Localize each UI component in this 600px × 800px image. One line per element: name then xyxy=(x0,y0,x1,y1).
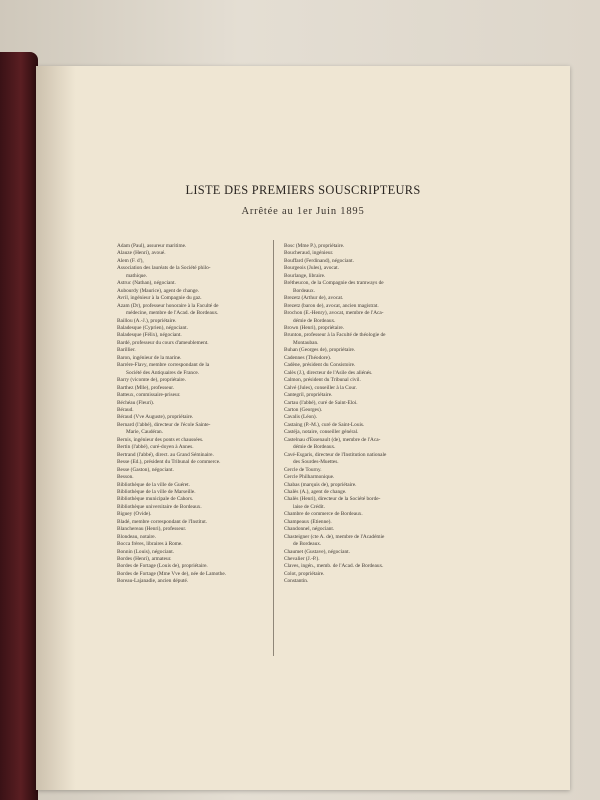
subscriber-entry: Avril, ingénieur à la Compagnie du gaz. xyxy=(117,295,202,302)
subscriber-entry: Baladesque (Cyprien), négociant. xyxy=(117,324,188,331)
subscriber-entry: Bocca frères, libraires à Rome. xyxy=(117,541,183,548)
subscriber-entry: Bibliothèque de la ville de Guéret. xyxy=(117,481,190,488)
subscriber-entry: Carton (Georges). xyxy=(284,406,323,413)
subscriber-entry: démie de Bordeaux. xyxy=(293,444,336,451)
subscriber-entry: Buhan (Georges de), propriétaire. xyxy=(284,347,356,354)
subscriber-entry: Constantin. xyxy=(284,578,309,585)
subscriber-entry: laise de Crédit. xyxy=(293,503,325,510)
subscriber-list-right xyxy=(284,243,442,586)
subscriber-entry: Chabas (marquis de), propriétaire. xyxy=(284,481,357,488)
subscriber-entry: Brunton, professeur à la Faculté de théologie de xyxy=(284,332,386,339)
subscriber-entry: démie de Bordeaux. xyxy=(293,317,336,324)
subscriber-entry: Bonnin (Louis), négociant. xyxy=(117,548,175,555)
subscriber-entry: Bertrand (l'abbé), direct. au Grand Séminaire. xyxy=(117,451,214,458)
subscriber-entry: Cadennes (Théodore). xyxy=(284,354,332,361)
subscriber-entry: Chevalier (J.-P.). xyxy=(284,556,320,563)
subscriber-entry: Alem (F. d'), xyxy=(117,257,144,264)
subscriber-entry: Brétheucon, de la Compagnie des tramways de xyxy=(284,280,384,287)
subscriber-entry: Brochon (E.-Henry), avocat, membre de l'Aca- xyxy=(284,310,384,317)
subscriber-entry: Cavé-Esgaris, directeur de l'Institution nationale xyxy=(284,451,387,458)
subscriber-entry: Castelnau d'Essenault (de), membre de l'Aca- xyxy=(284,436,381,443)
subscriber-entry: Calmon, président du Tribunal civil. xyxy=(284,377,361,384)
subscriber-entry: Bordeaux. xyxy=(293,287,315,294)
subscriber-entry: Chambre de commerce de Bordeaux. xyxy=(284,511,363,518)
subscriber-entry: Cercle de Tourny. xyxy=(284,466,322,473)
subscriber-entry: Alauze (Henri), avoué. xyxy=(117,250,166,257)
subscriber-entry: Baron, ingénieur de la marine. xyxy=(117,354,182,361)
subscriber-entry: Chalès (A.), agent de change. xyxy=(284,488,347,495)
subscriber-entry: mathique. xyxy=(126,272,148,279)
subscriber-entry: Azam (Dr), professeur honoraire à la Faculté de xyxy=(117,302,219,309)
subscriber-entry: Chasteigner (cte A. de), membre de l'Académie xyxy=(284,533,385,540)
subscriber-entry: Béchéau (Fleuri). xyxy=(117,399,155,406)
subscriber-entry: Bosc (Mme P.), propriétaire. xyxy=(284,243,345,249)
subscriber-entry: médecine, membre de l'Acad. de Bordeaux. xyxy=(126,310,219,317)
subscriber-entry: Besse (Ed.), président du Tribunal de commerce. xyxy=(117,459,221,466)
subscriber-entry: Bordes de Fortage (Mme Vve de), née de Lamothe. xyxy=(117,570,227,577)
subscriber-entry: Barthez (Mlle), professeur. xyxy=(117,384,175,391)
subscriber-entry: Bordes (Henri), armateur. xyxy=(117,556,172,563)
subscriber-entry: Brown (Henri), propriétaire. xyxy=(284,324,345,331)
subscriber-entry: Bladé, membre correspondant de l'Institut. xyxy=(117,518,208,525)
subscriber-entry: Bernard (l'abbé), directeur de l'école Sainte- xyxy=(117,421,211,428)
subscriber-entry: Cavalis (Léon). xyxy=(284,414,317,421)
subscriber-entry: Bourlange, libraire. xyxy=(284,272,326,279)
subscriber-entry: Champeaux (Étienne). xyxy=(284,518,332,525)
subscriber-entry: Chaumet (Gustave), négociant. xyxy=(284,548,350,555)
subscriber-entry: Bibliothèque de la ville de Marseille. xyxy=(117,488,196,495)
subscriber-entry: Boucheraud, ingénieur. xyxy=(284,250,334,257)
subscriber-entry: Baillou (A.-J.), propriétaire. xyxy=(117,317,177,324)
subscriber-entry: Cadène, président du Consistoire. xyxy=(284,362,356,369)
subscriber-entry: Cantegril, propriétaire. xyxy=(284,392,333,399)
subscriber-entry: Claves, ingén., memb. de l'Acad. de Bordeaux. xyxy=(284,563,384,570)
subscriber-entry: Barry (vicomte de), propriétaire. xyxy=(117,377,186,384)
subscriber-entry: Calès (J.), directeur de l'Asile des aliénés. xyxy=(284,369,373,376)
subscriber-entry: Adam (Paul), assureur maritime. xyxy=(117,243,187,249)
subscriber-entry: Astruc (Nathan), négociant. xyxy=(117,280,176,287)
subscriber-entry: Bertin (l'abbé), curé-doyen à Annes. xyxy=(117,444,194,451)
page-title: LISTE DES PREMIERS SOUSCRIPTEURS xyxy=(185,183,421,197)
subscriber-entry: Barrère-Flavy, membre correspondant de la xyxy=(117,362,210,369)
subscriber-entry: Aubourdy (Maurice), agent de change. xyxy=(117,287,200,294)
column-divider xyxy=(273,240,274,656)
subscriber-entry: Béraud (Vve Auguste), propriétaire. xyxy=(117,414,194,421)
subscriber-entry: Bibliothèque municipale de Cahors. xyxy=(117,496,194,503)
subscriber-entry: Bibliothèque universitaire de Bordeaux. xyxy=(117,503,202,510)
page-subtitle: Arrêtée au 1er Juin 1895 xyxy=(241,206,365,217)
subscriber-entry: Castéja, notaire, conseiller général. xyxy=(284,429,359,436)
subscriber-entry: Association des lauréats de la Société philo- xyxy=(117,265,211,272)
subscriber-entry: Marie, Caudéran. xyxy=(126,429,163,436)
subscriber-entry: Bardé, professeur du cours d'ameublement. xyxy=(117,339,209,346)
book-binding xyxy=(0,52,38,800)
subscriber-entry: Béraud. xyxy=(117,406,134,413)
subscriber-entry: Biguey (Ovide). xyxy=(117,511,152,518)
subscriber-entry: Bourgeois (Jules), avocat. xyxy=(284,265,339,272)
subscriber-entry: des Sourdes-Muettes. xyxy=(293,459,339,466)
subscriber-entry: Colot, propriétaire. xyxy=(284,570,325,577)
subscriber-entry: Besse (Gaston), négociant. xyxy=(117,466,174,473)
subscriber-entry: Baladesque (Félix), négociant. xyxy=(117,332,182,339)
subscriber-entry: Barillier. xyxy=(117,347,136,354)
subscriber-entry: Besson. xyxy=(117,474,134,481)
subscriber-entry: Calvé (Jules), conseiller à la Cour. xyxy=(284,384,357,391)
subscriber-entry: Brezetz (baron de), avocat, ancien magistrat. xyxy=(284,302,379,309)
subscriber-entry: Blondeau, notaire. xyxy=(117,533,156,540)
subscriber-entry: Montauban. xyxy=(293,339,319,346)
subscriber-entry: de Bordeaux. xyxy=(293,541,322,548)
subscriber-entry: Batteux, commissaire-priseur. xyxy=(117,392,181,399)
subscriber-entry: Brezetz (Arthur de), avocat. xyxy=(284,295,344,302)
subscriber-list-left xyxy=(117,243,275,586)
subscriber-entry: Bouffard (Ferdinand), négociant. xyxy=(284,257,354,264)
subscriber-entry: Chandonnel, négociant. xyxy=(284,526,335,533)
subscriber-entry: Boreau-Lajanadie, ancien député. xyxy=(117,578,189,585)
subscriber-entry: Société des Antiquaires de France. xyxy=(126,369,200,376)
subscriber-entry: Blanchereau (Henri), professeur. xyxy=(117,526,187,533)
subscriber-entry: Cartau (l'abbé), curé de Saint-Éloi. xyxy=(284,399,358,406)
subscriber-entry: Bordes de Fortage (Louis de), propriétaire. xyxy=(117,563,208,570)
subscriber-entry: Chalès (Henri), directeur de la Société borde- xyxy=(284,496,381,503)
subscriber-entry: Bernis, ingénieur des ponts et chaussées. xyxy=(117,436,204,443)
subscriber-entry: Cercle Philharmonique. xyxy=(284,474,335,481)
subscriber-entry: Castaing (P.-M.), curé de Saint-Louis. xyxy=(284,421,365,428)
